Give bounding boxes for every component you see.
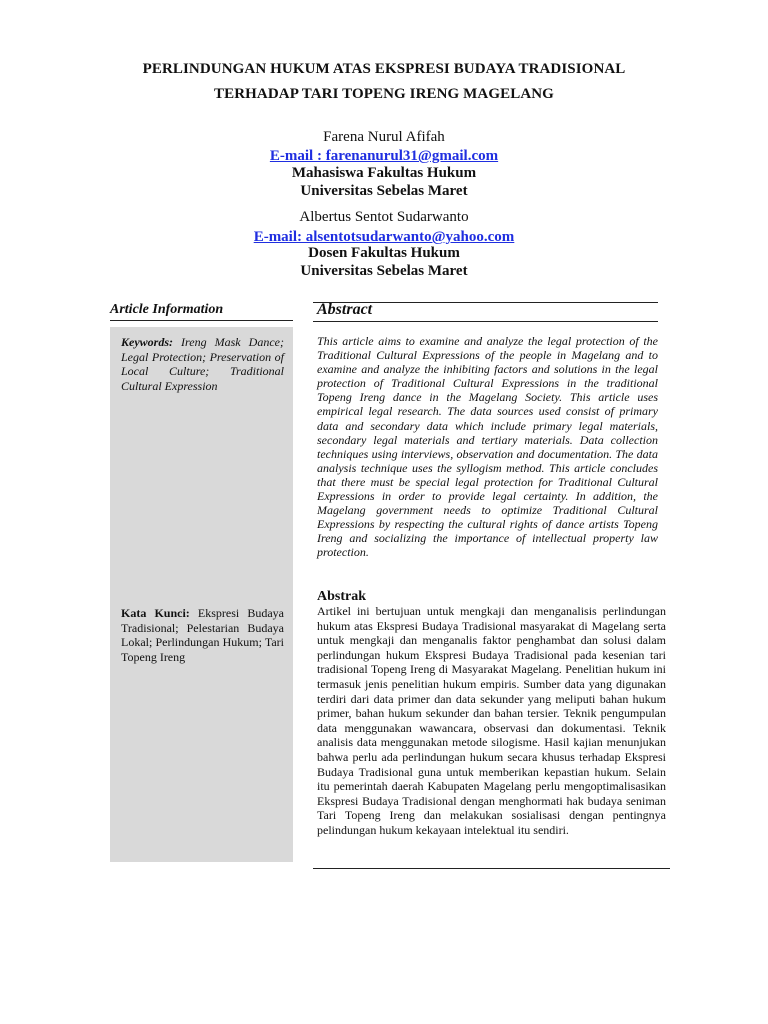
abstract-text: This article aims to examine and analyze the legal protection of the Traditional Cultural Expressions of the people in Magelang and to examine and analyze the inhibiting factors and solutions in the legal protection of Traditional Cultural Expressions in the traditional Topeng Ireng dance in the Magelang Society. This article uses empirical legal research. The data sources used consist of primary data and secondary data which include primary legal materials, secondary legal materials and tertiary materials. Data collection techniques using interviews, observation and documentation. The data analysis technique uses the syllogism method. This article concludes that there must be special legal protection for Traditional Cultural Expressions in order to provide legal certainty. In addition, the Magelang government needs to optimize Traditional Cultural Expressions by respecting the cultural rights of dance artists Topeng Ireng and socializing the importance of intellectual property law protection. bbox=[317, 334, 658, 560]
keywords-label: Keywords: bbox=[121, 335, 173, 349]
author-1-email-link[interactable]: E-mail : farenanurul31@gmail.com bbox=[269, 148, 499, 164]
author-1-email-wrap bbox=[0, 147, 768, 165]
abstrak-text: Artikel ini bertujuan untuk mengkaji dan menganalisis perlindungan hukum atas Ekspresi Budaya Tradisional masyarakat di Magelang serta untuk mengkaji dan menganalis faktor penghambat dan solusi dalam perlindungan hukum Ekspresi Budaya Tradisional pada kesenian tari tradisional Topeng Ireng di Masyarakat Magelang. Penelitian hukum ini termasuk jenis penelitian hukum empiris. Sumber data yang digunakan terdiri dari data primer dan data sekunder yang meliputi bahan hukum primer, bahan hukum sekunder dan bahan tersier. Teknik pengumpulan data menggunakan wawancara, observasi dan dokumentasi. Teknik analisis data menggunakan metode silogisme. Hasil kajian menunjukan bahwa perlu ada perlindungan hukum secara khusus terhadap Ekspresi Budaya Tradisional guna untuk memberikan kepastian hukum. Selain itu pemerintah daerah Kabupaten Magelang perlu mengoptimalisasikan Ekspresi Budaya Tradisional dengan menghormati hak budaya seniman Tari Topeng Ireng dan melakukan sosialisasi dengan pentingnya pelindungan hukum kekayaan intelektual itu sendiri. bbox=[317, 604, 666, 837]
kata-kunci-label: Kata Kunci: bbox=[121, 606, 190, 620]
author-1-institution: Universitas Sebelas Maret bbox=[300, 183, 468, 199]
kata-kunci-text: Ekspresi Budaya Tradisional; Pelestarian Budaya Lokal; Perlindungan Hukum; Tari Topeng Ireng bbox=[121, 606, 285, 664]
author-1-name: Farena Nurul Afifah bbox=[323, 129, 445, 145]
keywords-block bbox=[121, 335, 284, 393]
author-1-role: Mahasiswa Fakultas Hukum bbox=[291, 165, 477, 181]
paper-title-line-2: TERHADAP TARI TOPENG IRENG MAGELANG bbox=[214, 86, 554, 102]
article-info-panel bbox=[110, 327, 293, 862]
author-2-email-wrap bbox=[0, 228, 768, 246]
keywords-text: Ireng Mask Dance; Legal Protection; Preservation of Local Culture; Traditional Cultural Expression bbox=[121, 335, 284, 393]
article-info-heading: Article Information bbox=[110, 302, 224, 317]
paper-title-line-1: PERLINDUNGAN HUKUM ATAS EKSPRESI BUDAYA TRADISIONAL bbox=[142, 61, 626, 77]
abstrak-heading: Abstrak bbox=[317, 589, 367, 604]
author-2-email-link[interactable]: E-mail: alsentotsudarwanto@yahoo.com bbox=[253, 229, 515, 245]
kata-kunci-block bbox=[121, 606, 284, 664]
author-2-institution: Universitas Sebelas Maret bbox=[300, 263, 468, 279]
abstract-heading-rule bbox=[313, 321, 658, 322]
abstract-heading: Abstract bbox=[317, 301, 373, 318]
article-info-rule bbox=[110, 320, 293, 321]
author-2-role: Dosen Fakultas Hukum bbox=[308, 245, 460, 261]
author-2-name: Albertus Sentot Sudarwanto bbox=[299, 209, 469, 225]
abstrak-bottom-rule bbox=[313, 868, 670, 869]
